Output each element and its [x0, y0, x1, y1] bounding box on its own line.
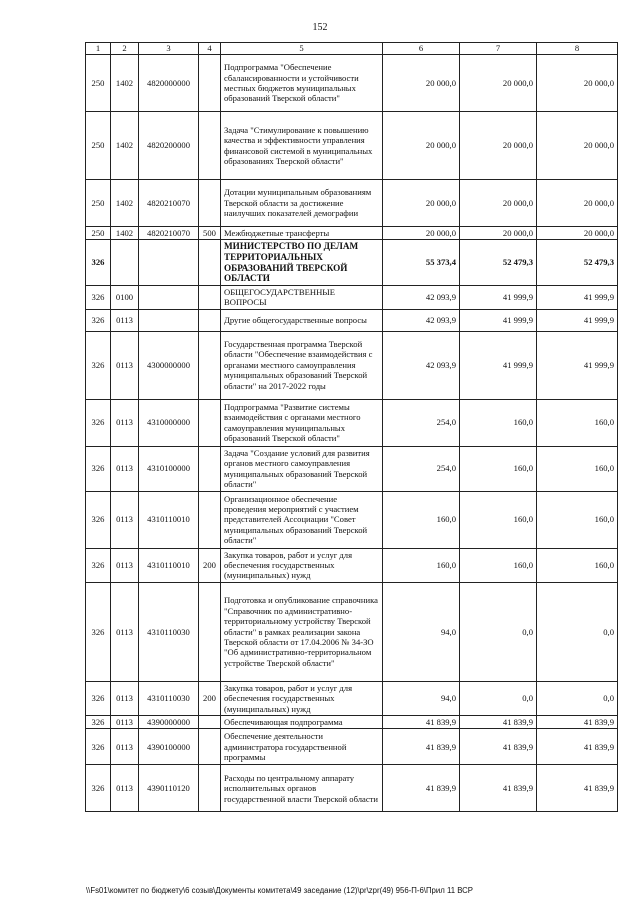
table-header-row	[86, 43, 618, 55]
cell-ministry-code: 326	[86, 716, 111, 729]
table-row	[86, 227, 618, 240]
cell-amount-year2: 41 839,9	[460, 729, 537, 765]
cell-amount-year3: 20 000,0	[537, 180, 618, 227]
cell-amount-year1: 94,0	[383, 582, 460, 681]
cell-ministry-code: 326	[86, 446, 111, 491]
cell-expense-type	[199, 716, 221, 729]
cell-target-article: 4390100000	[139, 729, 199, 765]
cell-ministry-code: 326	[86, 399, 111, 446]
cell-amount-year3: 160,0	[537, 491, 618, 548]
cell-name: Организационное обеспечение проведения мероприятий с участием представителей Ассоциации "Совет муниципальных образований Тверской области"	[221, 491, 383, 548]
cell-target-article: 4820210070	[139, 180, 199, 227]
cell-ministry-code: 326	[86, 681, 111, 715]
cell-amount-year3: 160,0	[537, 446, 618, 491]
cell-name: Подготовка и опубликование справочника "Справочник по административно-территориальному устройству Тверской области" в рамках реализации закона Тверской области от 17.04.2006 № 34-ЗО "Об административно-территориальном устройстве Тверской области"	[221, 582, 383, 681]
cell-name: Дотации муниципальным образованиям Тверской области за достижение наилучших показателей демографии	[221, 180, 383, 227]
cell-amount-year3: 41 999,9	[537, 285, 618, 309]
cell-name: Межбюджетные трансферты	[221, 227, 383, 240]
cell-ministry-code: 326	[86, 729, 111, 765]
cell-section-code: 0113	[111, 548, 139, 582]
cell-amount-year1: 254,0	[383, 446, 460, 491]
table-row	[86, 55, 618, 112]
cell-ministry-code: 326	[86, 491, 111, 548]
cell-expense-type	[199, 491, 221, 548]
cell-amount-year3: 20 000,0	[537, 55, 618, 112]
cell-target-article: 4310110030	[139, 582, 199, 681]
table-row	[86, 180, 618, 227]
cell-amount-year1: 160,0	[383, 548, 460, 582]
cell-expense-type	[199, 309, 221, 331]
cell-name: Подпрограмма "Обеспечение сбалансированности и устойчивости местных бюджетов муниципальных образований Тверской области"	[221, 55, 383, 112]
cell-name: Задача "Создание условий для развития органов местного самоуправления муниципальных образований Тверской области"	[221, 446, 383, 491]
cell-section-code	[111, 240, 139, 285]
cell-amount-year1: 94,0	[383, 681, 460, 715]
column-header-2: 2	[111, 43, 139, 55]
cell-ministry-code: 326	[86, 548, 111, 582]
cell-amount-year2: 20 000,0	[460, 227, 537, 240]
cell-amount-year3: 20 000,0	[537, 227, 618, 240]
table-body	[86, 55, 618, 812]
cell-target-article	[139, 240, 199, 285]
cell-ministry-code: 326	[86, 331, 111, 399]
cell-ministry-code: 326	[86, 240, 111, 285]
cell-ministry-code: 326	[86, 309, 111, 331]
cell-expense-type	[199, 765, 221, 812]
cell-expense-type: 200	[199, 548, 221, 582]
cell-amount-year1: 42 093,9	[383, 309, 460, 331]
cell-target-article: 4820210070	[139, 227, 199, 240]
table-row	[86, 285, 618, 309]
cell-section-code: 0113	[111, 765, 139, 812]
cell-name: ОБЩЕГОСУДАРСТВЕННЫЕ ВОПРОСЫ	[221, 285, 383, 309]
cell-amount-year2: 20 000,0	[460, 180, 537, 227]
column-header-4: 4	[199, 43, 221, 55]
table-row	[86, 112, 618, 180]
column-header-7: 7	[460, 43, 537, 55]
table-row	[86, 729, 618, 765]
cell-amount-year2: 160,0	[460, 491, 537, 548]
cell-target-article	[139, 285, 199, 309]
cell-amount-year3: 52 479,3	[537, 240, 618, 285]
cell-amount-year1: 254,0	[383, 399, 460, 446]
cell-amount-year2: 41 839,9	[460, 765, 537, 812]
cell-expense-type	[199, 582, 221, 681]
table-row	[86, 548, 618, 582]
cell-amount-year3: 41 999,9	[537, 331, 618, 399]
table-row	[86, 446, 618, 491]
cell-amount-year2: 0,0	[460, 681, 537, 715]
cell-expense-type: 200	[199, 681, 221, 715]
cell-section-code: 1402	[111, 180, 139, 227]
table-row	[86, 681, 618, 715]
column-header-3: 3	[139, 43, 199, 55]
cell-amount-year2: 160,0	[460, 446, 537, 491]
column-header-5: 5	[221, 43, 383, 55]
cell-amount-year3: 41 839,9	[537, 716, 618, 729]
cell-expense-type	[199, 180, 221, 227]
cell-target-article: 4310100000	[139, 446, 199, 491]
cell-expense-type	[199, 399, 221, 446]
cell-amount-year1: 42 093,9	[383, 331, 460, 399]
cell-name: МИНИСТЕРСТВО ПО ДЕЛАМ ТЕРРИТОРИАЛЬНЫХ ОБРАЗОВАНИЙ ТВЕРСКОЙ ОБЛАСТИ	[221, 240, 383, 285]
cell-ministry-code: 250	[86, 112, 111, 180]
cell-amount-year1: 42 093,9	[383, 285, 460, 309]
cell-expense-type	[199, 446, 221, 491]
cell-ministry-code: 326	[86, 582, 111, 681]
table-row	[86, 331, 618, 399]
cell-expense-type	[199, 285, 221, 309]
cell-ministry-code: 250	[86, 227, 111, 240]
column-header-1: 1	[86, 43, 111, 55]
table-row	[86, 491, 618, 548]
cell-name: Расходы по центральному аппарату исполнительных органов государственной власти Тверской области	[221, 765, 383, 812]
cell-section-code: 1402	[111, 112, 139, 180]
cell-target-article: 4310110010	[139, 491, 199, 548]
cell-amount-year1: 160,0	[383, 491, 460, 548]
cell-expense-type	[199, 240, 221, 285]
cell-section-code: 0113	[111, 716, 139, 729]
cell-amount-year2: 41 999,9	[460, 331, 537, 399]
cell-amount-year2: 41 999,9	[460, 285, 537, 309]
table-row	[86, 716, 618, 729]
cell-amount-year3: 41 999,9	[537, 309, 618, 331]
page-number: 152	[312, 22, 328, 33]
cell-name: Другие общегосударственные вопросы	[221, 309, 383, 331]
cell-section-code: 1402	[111, 227, 139, 240]
cell-expense-type	[199, 331, 221, 399]
cell-target-article: 4310110030	[139, 681, 199, 715]
cell-target-article: 4300000000	[139, 331, 199, 399]
cell-amount-year1: 20 000,0	[383, 227, 460, 240]
cell-amount-year1: 20 000,0	[383, 112, 460, 180]
cell-amount-year3: 0,0	[537, 582, 618, 681]
cell-amount-year2: 20 000,0	[460, 55, 537, 112]
cell-section-code: 0100	[111, 285, 139, 309]
cell-ministry-code: 326	[86, 765, 111, 812]
cell-name: Закупка товаров, работ и услуг для обеспечения государственных (муниципальных) нужд	[221, 681, 383, 715]
cell-expense-type	[199, 112, 221, 180]
cell-name: Подпрограмма "Развитие системы взаимодействия с органами местного самоуправления муниципальных образований Тверской области"	[221, 399, 383, 446]
cell-target-article: 4390110120	[139, 765, 199, 812]
cell-amount-year2: 160,0	[460, 548, 537, 582]
cell-expense-type	[199, 55, 221, 112]
cell-name: Закупка товаров, работ и услуг для обеспечения государственных (муниципальных) нужд	[221, 548, 383, 582]
table-row	[86, 399, 618, 446]
cell-section-code: 0113	[111, 729, 139, 765]
cell-amount-year3: 20 000,0	[537, 112, 618, 180]
cell-target-article: 4390000000	[139, 716, 199, 729]
cell-amount-year2: 52 479,3	[460, 240, 537, 285]
cell-target-article: 4310110010	[139, 548, 199, 582]
budget-table	[85, 42, 618, 812]
cell-ministry-code: 250	[86, 55, 111, 112]
cell-amount-year2: 41 839,9	[460, 716, 537, 729]
table-row	[86, 765, 618, 812]
cell-target-article: 4820200000	[139, 112, 199, 180]
cell-section-code: 0113	[111, 399, 139, 446]
cell-ministry-code: 326	[86, 285, 111, 309]
cell-name: Государственная программа Тверской области "Обеспечение взаимодействия с органами местного самоуправления муниципальных образований Тверской области" на 2017-2022 годы	[221, 331, 383, 399]
cell-expense-type	[199, 729, 221, 765]
cell-amount-year3: 160,0	[537, 548, 618, 582]
cell-section-code: 1402	[111, 55, 139, 112]
cell-name: Обеспечивающая подпрограмма	[221, 716, 383, 729]
cell-amount-year2: 0,0	[460, 582, 537, 681]
cell-amount-year2: 41 999,9	[460, 309, 537, 331]
cell-target-article: 4310000000	[139, 399, 199, 446]
cell-expense-type: 500	[199, 227, 221, 240]
cell-amount-year1: 20 000,0	[383, 180, 460, 227]
column-header-6: 6	[383, 43, 460, 55]
cell-amount-year1: 55 373,4	[383, 240, 460, 285]
cell-amount-year2: 20 000,0	[460, 112, 537, 180]
cell-amount-year1: 20 000,0	[383, 55, 460, 112]
cell-target-article	[139, 309, 199, 331]
cell-section-code: 0113	[111, 309, 139, 331]
footer-file-path: \\Fs01\комитет по бюджету\6 созыв\Документы комитета\49 заседание (12)\pr\zpr(49) 956-П-6\Прил 11 ВСР	[86, 886, 473, 895]
cell-section-code: 0113	[111, 331, 139, 399]
cell-amount-year3: 41 839,9	[537, 765, 618, 812]
table-row	[86, 582, 618, 681]
cell-amount-year3: 0,0	[537, 681, 618, 715]
cell-section-code: 0113	[111, 582, 139, 681]
table-row	[86, 309, 618, 331]
column-header-8: 8	[537, 43, 618, 55]
cell-amount-year1: 41 839,9	[383, 765, 460, 812]
table-row	[86, 240, 618, 285]
cell-name: Задача "Стимулирование к повышению качества и эффективности управления финансовой системой в муниципальных образованиях Тверской области"	[221, 112, 383, 180]
cell-name: Обеспечение деятельности администратора государственной программы	[221, 729, 383, 765]
cell-target-article: 4820000000	[139, 55, 199, 112]
cell-ministry-code: 250	[86, 180, 111, 227]
cell-amount-year3: 160,0	[537, 399, 618, 446]
cell-section-code: 0113	[111, 446, 139, 491]
cell-section-code: 0113	[111, 681, 139, 715]
cell-section-code: 0113	[111, 491, 139, 548]
cell-amount-year1: 41 839,9	[383, 729, 460, 765]
cell-amount-year2: 160,0	[460, 399, 537, 446]
cell-amount-year1: 41 839,9	[383, 716, 460, 729]
cell-amount-year3: 41 839,9	[537, 729, 618, 765]
